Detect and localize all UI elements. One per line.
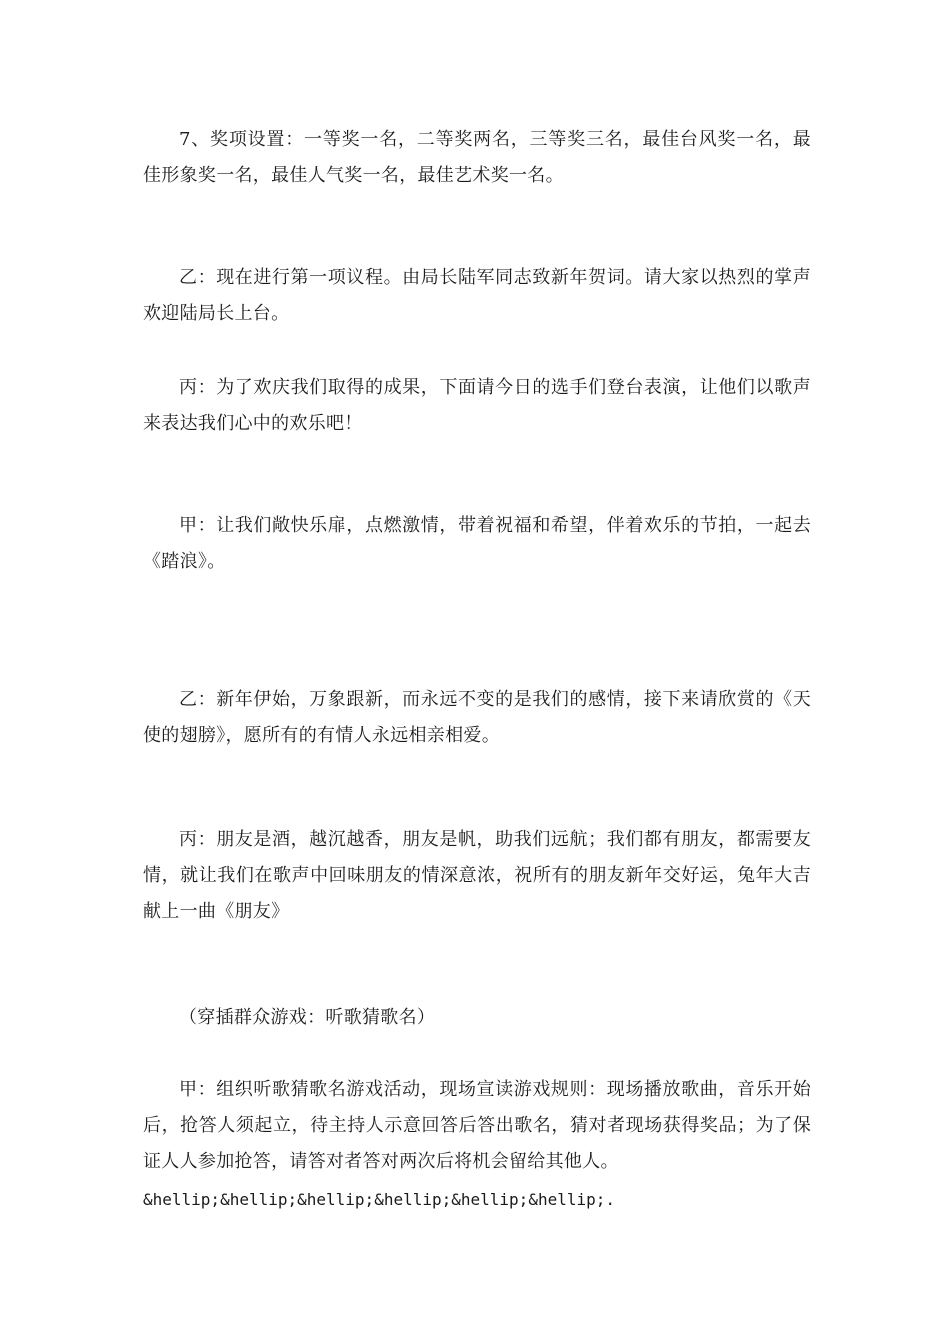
paragraph-awards: 7、奖项设置：一等奖一名，二等奖两名，三等奖三名，最佳台风奖一名，最佳形象奖一名，最佳人气奖一名，最佳艺术奖一名。 xyxy=(143,129,811,186)
trailing-ellipsis-text: &hellip;&hellip;&hellip;&hellip;&hellip;&hellip;. xyxy=(143,1190,616,1209)
paragraph-game-note: （穿插群众游戏：听歌猜歌名） xyxy=(179,1007,436,1028)
paragraph-game-rules: 甲：组织听歌猜歌名游戏活动，现场宣读游戏规则：现场播放歌曲，音乐开始后，抢答人须起立，待主持人示意回答后答出歌名，猜对者现场获得奖品；为了保证人人参加抢答，请答对者答对两次后将机会留给其他人。 xyxy=(143,1079,811,1172)
paragraph-friends: 丙：朋友是酒，越沉越香，朋友是帆，助我们远航；我们都有朋友，都需要友情，就让我们在歌声中回味朋友的情深意浓，祝所有的朋友新年交好运，兔年大吉 献上一曲《朋友》 xyxy=(143,829,811,922)
paragraph-contestants: 丙：为了欢庆我们取得的成果，下面请今日的选手们登台表演，让他们以歌声来表达我们心中的欢乐吧！ xyxy=(143,377,811,434)
paragraph-talang: 甲：让我们敞快乐扉，点燃激情，带着祝福和希望，伴着欢乐的节拍，一起去《踏浪》。 xyxy=(143,515,811,572)
paragraph-first-agenda: 乙：现在进行第一项议程。由局长陆军同志致新年贺词。请大家以热烈的掌声欢迎陆局长上台。 xyxy=(143,267,811,324)
paragraph-angel-wings: 乙：新年伊始，万象跟新，而永远不变的是我们的感情，接下来请欣赏的《天使的翅膀》，愿所有的有情人永远相亲相爱。 xyxy=(143,689,811,746)
